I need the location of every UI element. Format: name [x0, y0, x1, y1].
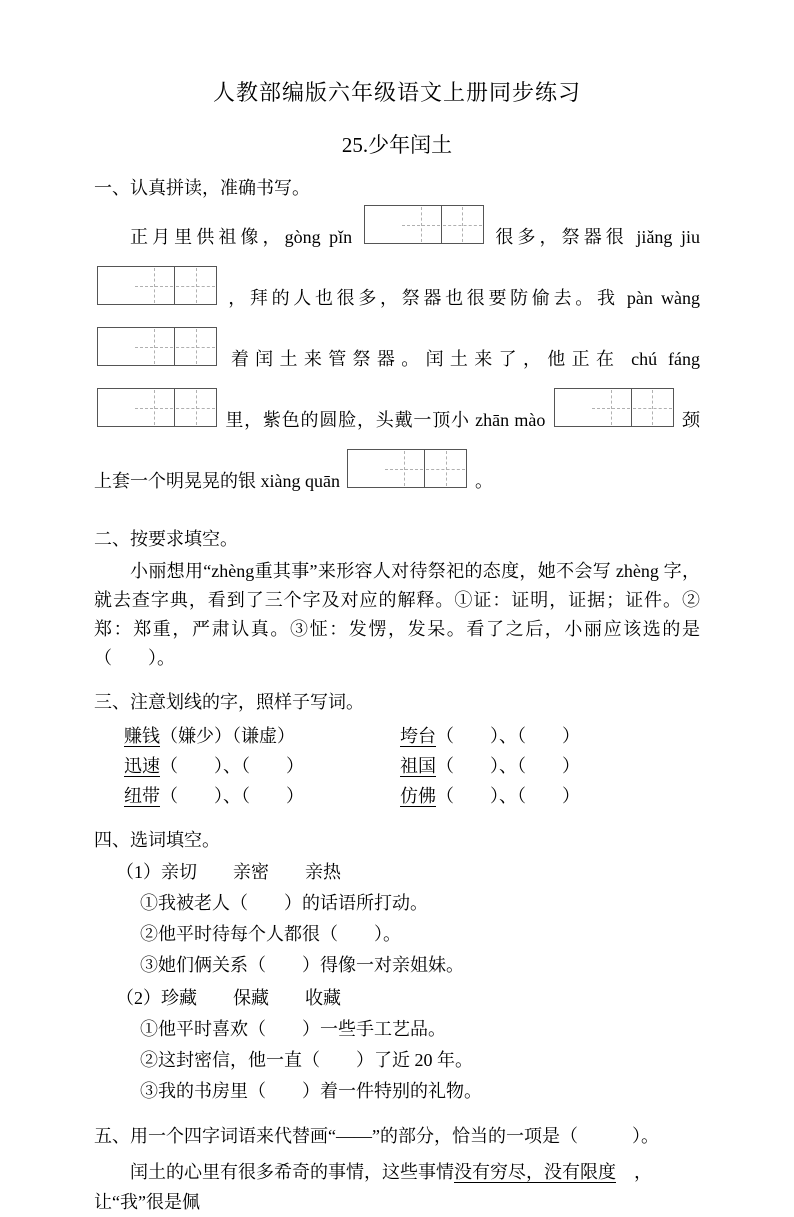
fill-blank-item: ②这封密信，他一直（ ）了近 20 年。 [140, 1050, 473, 1070]
document-title: 人教部编版六年级语文上册同步练习 [212, 80, 581, 105]
blank-parens: （ ）、（ ） [436, 756, 580, 776]
word-pair-row [94, 721, 700, 751]
text-run: 很多，祭器很 jiǎng jiu [495, 227, 701, 247]
fill-blank-item: ①他平时喜欢（ ）一些手工艺品。 [140, 1019, 446, 1039]
text-run: 。 [474, 471, 493, 491]
text-run: 里，紫色的圆脸，头戴一顶小 zhān mào [225, 410, 546, 430]
blank-parens: （ ）、（ ） [160, 786, 304, 806]
word-pair-right [400, 781, 700, 811]
underlined-word: 垮台 [400, 726, 436, 746]
section-3 [94, 687, 700, 811]
fill-blank-item: ①我被老人（ ）的话语所打动。 [140, 893, 428, 913]
word-choice-group-1-label: （1）亲切 亲密 亲热 [116, 862, 341, 882]
section-4 [94, 825, 700, 1107]
underlined-phrase: 没有穷尽，没有限度 [454, 1162, 616, 1182]
blank-parens: （ ）、（ ） [436, 726, 580, 746]
section-5-heading: 五、用一个四字词语来代替画“——”的部分，恰当的一项是（ ）。 [94, 1126, 659, 1146]
underlined-word: 纽带 [124, 786, 160, 806]
section-4-heading: 四、选词填空。 [94, 830, 220, 850]
word-pair-left [124, 721, 400, 751]
text-run: 着闰土来管祭器。闰土来了，他正在 chú fáng [230, 349, 700, 369]
writing-grid[interactable] [97, 388, 217, 427]
dictation-paragraph [94, 205, 700, 510]
document-subtitle: 25.少年闰土 [341, 133, 453, 157]
text-run: ，拜的人也很多，祭器也很要防偷去。我 pàn wàng [228, 288, 701, 308]
section-2-body: 小丽想用“zhèng重其事”来形容人对待祭祀的态度，她不会写 zhèng 字，就去查字典，看到了三个字及对应的解释。①证：证明，证据；证件。②郑：郑重，严肃认真。③怔：发愣，发呆。看了之后，小丽应该选的是（ ）。 [94, 561, 700, 668]
fill-blank-item: ③我的书房里（ ）着一件特别的礼物。 [140, 1081, 482, 1101]
word-pair-list [94, 721, 700, 811]
underlined-word: 赚钱 [124, 726, 160, 746]
section-1-heading: 一、认真拼读，准确书写。 [94, 178, 310, 198]
fill-blank-item: ③她们俩关系（ ）得像一对亲姐妹。 [140, 955, 464, 975]
underlined-word: 迅速 [124, 756, 160, 776]
word-pair-left [124, 751, 400, 781]
text-run: ，让“我”很是佩 [94, 1162, 652, 1212]
word-pair-right [400, 721, 700, 751]
fill-blank-item: ②他平时待每个人都很（ ）。 [140, 924, 401, 944]
section-2 [94, 524, 700, 673]
blank-parens: （ ）、（ ） [160, 756, 304, 776]
writing-grid[interactable] [347, 449, 467, 488]
section-5-body [94, 1157, 700, 1217]
blank-parens: （ ）、（ ） [436, 786, 580, 806]
writing-grid[interactable] [364, 205, 484, 244]
underlined-word: 仿佛 [400, 786, 436, 806]
word-pair-row [94, 781, 700, 811]
section-1 [94, 173, 700, 510]
writing-grid[interactable] [97, 327, 217, 366]
blank-parens: （嫌少）（谦虚） [160, 726, 295, 746]
text-run: 正月里供祖像，gòng pǐn [130, 227, 353, 247]
writing-grid[interactable] [97, 266, 217, 305]
text-run: 颈上套一个明晃晃的银 xiàng quān [94, 410, 701, 491]
section-2-heading: 二、按要求填空。 [94, 529, 238, 549]
section-5 [94, 1121, 700, 1217]
underlined-word: 祖国 [400, 756, 436, 776]
word-choice-group-2-label: （2）珍藏 保藏 收藏 [116, 988, 341, 1008]
text-run: 闰土的心里有很多希奇的事情，这些事情 [130, 1162, 454, 1182]
word-pair-right [400, 751, 700, 781]
section-3-heading: 三、注意划线的字，照样子写词。 [94, 692, 364, 712]
word-pair-row [94, 751, 700, 781]
word-pair-left [124, 781, 400, 811]
writing-grid[interactable] [554, 388, 674, 427]
